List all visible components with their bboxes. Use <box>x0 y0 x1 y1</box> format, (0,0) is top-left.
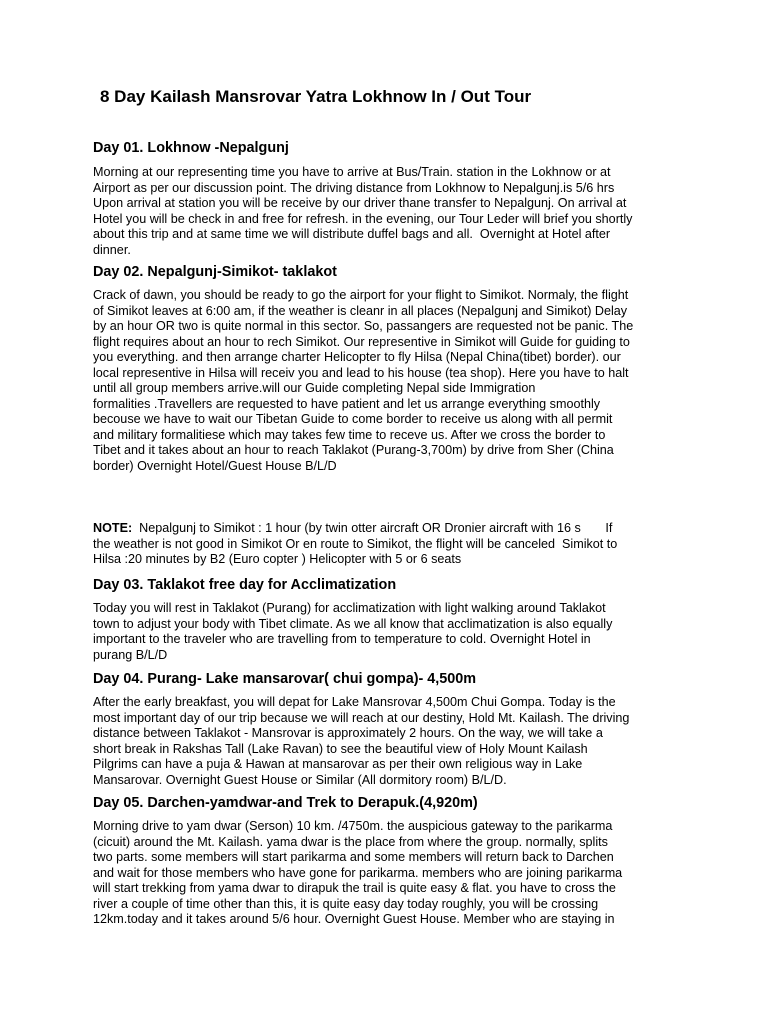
day-05-line: will start trekking from yama dwar to dirapuk the trail is quite easy & flat. you have to cross the <box>93 881 616 895</box>
day-02-line: you everything. and then arrange charter Helicopter to fly Hilsa (Nepal China(tibet) border). our <box>93 350 621 364</box>
day-02-line: local representive in Hilsa will receiv you and lead to his house (tea shop). Here you have to halt <box>93 365 629 380</box>
day-05-line: 12km.today and it takes around 5/6 hour. Overnight Guest House. Member who are staying in <box>93 912 615 926</box>
day-04-heading: Day 04. Purang- Lake mansarovar( chui gompa)- 4,500m <box>93 671 477 687</box>
day-02-line: becouse we have to wait our Tibetan Guide to come border to receive us along with all permit <box>93 412 613 426</box>
flight-note <box>93 521 683 568</box>
day-05-line: (cicuit) around the Mt. Kailash. yama dwar is the place from where the group. normally, splits <box>93 834 608 849</box>
day-01-line: about this trip and at same time we will distribute duffel bags and all. Overnight at Hotel after <box>93 227 611 241</box>
day-03-line: important to the traveler who are travelling from to temperature to cold. Overnight Hotel in <box>93 632 591 646</box>
day-02-line: by an hour OR two is quite normal in this sector. So, passangers are requested not be panic. The <box>93 319 634 333</box>
day-02-description <box>93 288 683 474</box>
day-02-line: border) Overnight Hotel/Guest House B/L/D <box>93 458 337 473</box>
note-line <box>93 521 683 537</box>
day-02-line: Crack of dawn, you should be ready to go the airport for your flight to Simikot. Normaly, the flight <box>93 288 629 302</box>
day-02-line: until all group members arrive.will our Guide completing Nepal side Immigration <box>93 381 536 395</box>
day-04-line: distance between Taklakot - Mansrovar is approximately 2 hours. On the way, we will take a <box>93 726 603 740</box>
day-02-heading: Day 02. Nepalgunj-Simikot- taklakot <box>93 264 337 280</box>
day-01-line: Morning at our representing time you have to arrive at Bus/Train. station in the Lokhnow or at <box>93 165 611 179</box>
day-04-line: Mansarovar. Overnight Guest House or Similar (All dormitory room) B/L/D. <box>93 772 507 787</box>
day-05-heading: Day 05. Darchen-yamdwar-and Trek to Derapuk.(4,920m) <box>93 795 478 811</box>
note-text: Nepalgunj to Simikot : 1 hour (by twin otter aircraft OR Dronier aircraft with 16 s If <box>132 521 613 535</box>
day-05-line: river a couple of time other than this, it is quite easy day today roughly, you will be crossing <box>93 896 599 911</box>
document-title: 8 Day Kailash Mansrovar Yatra Lokhnow In / Out Tour <box>100 87 532 106</box>
day-05-line: and wait for those members who have gone for parikarma. members who are joining parikarma <box>93 865 623 880</box>
note-line: the weather is not good in Simikot Or en route to Simikot, the flight will be canceled Simikot to <box>93 536 618 551</box>
day-01-line: dinner. <box>93 242 131 257</box>
day-02-line: Tibet and it takes about an hour to reach Taklakot (Purang-3,700m) by drive from Sher (China <box>93 443 614 457</box>
day-01-line: Hotel you will be check in and free for refresh. in the evening, our Tour Leder will brief you shortly <box>93 211 633 226</box>
day-01-line: Upon arrival at station you will be receive by our driver thane transfer to Nepalgunj. On arrival at <box>93 196 627 210</box>
day-05-description <box>93 819 683 928</box>
day-01-line: Airport as per our discussion point. The driving distance from Lokhnow to Nepalgunj.is 5/6 hrs <box>93 180 615 195</box>
day-04-line: most important day of our trip because we will reach at our destiny, Hold Mt. Kailash. The driving <box>93 710 630 725</box>
note-label: NOTE: <box>93 521 133 535</box>
day-04-line: After the early breakfast, you will depat for Lake Mansrovar 4,500m Chui Gompa. Today is the <box>93 695 616 709</box>
day-05-line: Morning drive to yam dwar (Serson) 10 km. /4750m. the auspicious gateway to the parikarma <box>93 819 613 833</box>
day-01-heading: Day 01. Lokhnow -Nepalgunj <box>93 140 289 156</box>
day-03-description <box>93 601 683 663</box>
day-03-heading: Day 03. Taklakot free day for Acclimatization <box>93 577 397 593</box>
day-04-line: Pilgrims can have a puja & Hawan at mansarovar as per their own religious way in Lake <box>93 757 583 771</box>
day-03-line: Today you will rest in Taklakot (Purang) for acclimatization with light walking around Taklakot <box>93 601 606 615</box>
day-04-description <box>93 695 683 788</box>
day-03-line: purang B/L/D <box>93 647 168 662</box>
day-03-line: town to adjust your body with Tibet climate. As we all know that acclimatization is also equally <box>93 616 613 631</box>
day-02-line: of Simikot leaves at 6:00 am, if the weather is cleanr in all places (Nepalgunj and Simikot) Delay <box>93 303 628 318</box>
day-02-line: and military formalitiese which may takes few time to receve us. After we cross the border to <box>93 427 606 442</box>
note-line: Hilsa :20 minutes by B2 (Euro copter ) Helicopter with 5 or 6 seats <box>93 552 462 566</box>
day-05-line: two parts. some members will start parikarma and some members will return back to Darchen <box>93 850 614 864</box>
day-01-description <box>93 165 683 258</box>
day-02-line: formalities .Travellers are requested to have patient and let us arrange everything smoothly <box>93 396 601 411</box>
day-04-line: short break in Rakshas Tall (Lake Ravan) to see the beautiful view of Holy Mount Kailash <box>93 741 588 756</box>
day-02-line: flight requires about an hour to rech Simikot. Our representive in Simikot will Guide for guiding to <box>93 334 630 349</box>
